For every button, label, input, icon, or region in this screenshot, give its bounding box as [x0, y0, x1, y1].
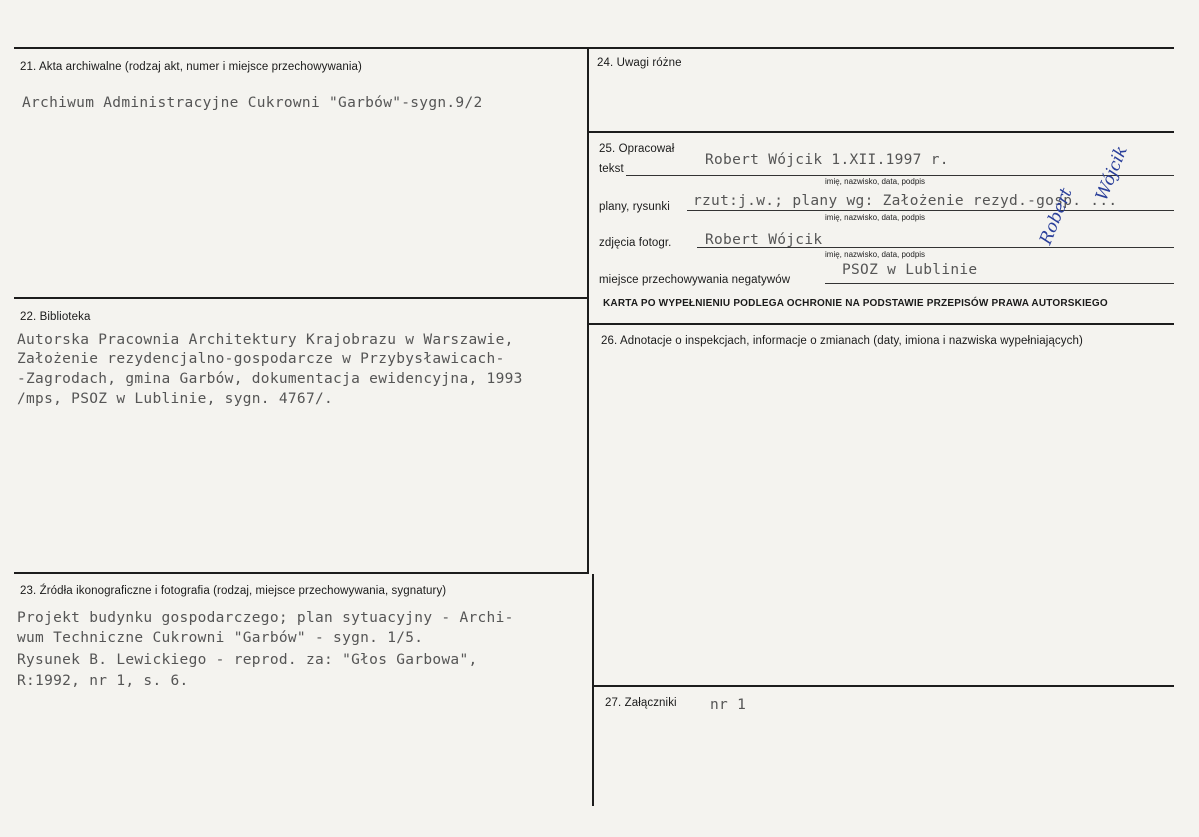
section-22-line-3: -Zagrodach, gmina Garbów, dokumentacja ewidencyjna, 1993	[17, 371, 523, 387]
signature-handwritten-1: Robert	[1036, 185, 1077, 248]
top-border	[14, 47, 1174, 49]
miejsce-line	[825, 283, 1174, 284]
section-26-label: 26. Adnotacje o inspekcjach, informacje o zmianach (daty, imiona i nazwiska wypełniających)	[601, 335, 1083, 347]
miejsce-label: miejsce przechowywania negatywów	[599, 274, 791, 286]
section-23-label: 23. Źródła ikonograficzne i fotografia (rodzaj, miejsce przechowywania, sygnatury)	[20, 585, 447, 597]
section-23-line-2: wum Techniczne Cukrowni "Garbów" - sygn. 1/5.	[17, 630, 424, 646]
zdjecia-label: zdjęcia fotogr.	[599, 237, 672, 249]
zdjecia-value: Robert Wójcik	[705, 232, 823, 248]
miejsce-value: PSOZ w Lublinie	[842, 262, 978, 278]
copyright-notice: KARTA PO WYPEŁNIENIU PODLEGA OCHRONIE NA PODSTAWIE PRZEPISÓW PRAWA AUTORSKIEGO	[603, 298, 1108, 309]
section-23-line-4: R:1992, nr 1, s. 6.	[17, 673, 189, 689]
tekst-line	[626, 175, 1174, 176]
section-22-line-1: Autorska Pracownia Architektury Krajobrazu w Warszawie,	[17, 332, 514, 348]
divider-24-25	[589, 131, 1174, 133]
center-divider	[587, 47, 589, 574]
zdjecia-caption: imię, nazwisko, data, podpis	[825, 250, 926, 259]
plany-label: plany, rysunki	[599, 201, 670, 213]
section-23-line-3: Rysunek B. Lewickiego - reprod. za: "Głos Garbowa",	[17, 652, 478, 668]
tekst-caption: imię, nazwisko, data, podpis	[825, 177, 926, 186]
section-21-label: 21. Akta archiwalne (rodzaj akt, numer i miejsce przechowywania)	[20, 61, 362, 73]
divider-22-23	[14, 572, 589, 574]
plany-line	[687, 210, 1174, 211]
section-27-label: 27. Załączniki	[605, 697, 677, 709]
tekst-label: tekst	[599, 163, 624, 175]
section-25-label: 25. Opracował	[599, 143, 675, 155]
plany-value: rzut:j.w.; plany wg: Założenie rezyd.-gosp. ...	[693, 193, 1118, 209]
section-24-label: 24. Uwagi różne	[597, 57, 682, 69]
section-21-text: Archiwum Administracyjne Cukrowni "Garbów"-sygn.9/2	[22, 95, 483, 111]
plany-caption: imię, nazwisko, data, podpis	[825, 213, 926, 222]
center-divider-lower	[592, 574, 594, 806]
signature-handwritten-2: Wójcik	[1092, 143, 1132, 204]
divider-21-22	[14, 297, 589, 299]
section-27-value: nr 1	[710, 697, 747, 713]
section-22-label: 22. Biblioteka	[20, 311, 91, 323]
divider-26-27	[594, 685, 1174, 687]
section-22-line-2: Założenie rezydencjalno-gospodarcze w Przybysławicach-	[17, 351, 505, 367]
divider-25-26	[589, 323, 1174, 325]
tekst-value: Robert Wójcik 1.XII.1997 r.	[705, 152, 949, 168]
section-23-line-1: Projekt budynku gospodarczego; plan sytuacyjny - Archi-	[17, 610, 514, 626]
section-22-line-4: /mps, PSOZ w Lublinie, sygn. 4767/.	[17, 391, 334, 407]
